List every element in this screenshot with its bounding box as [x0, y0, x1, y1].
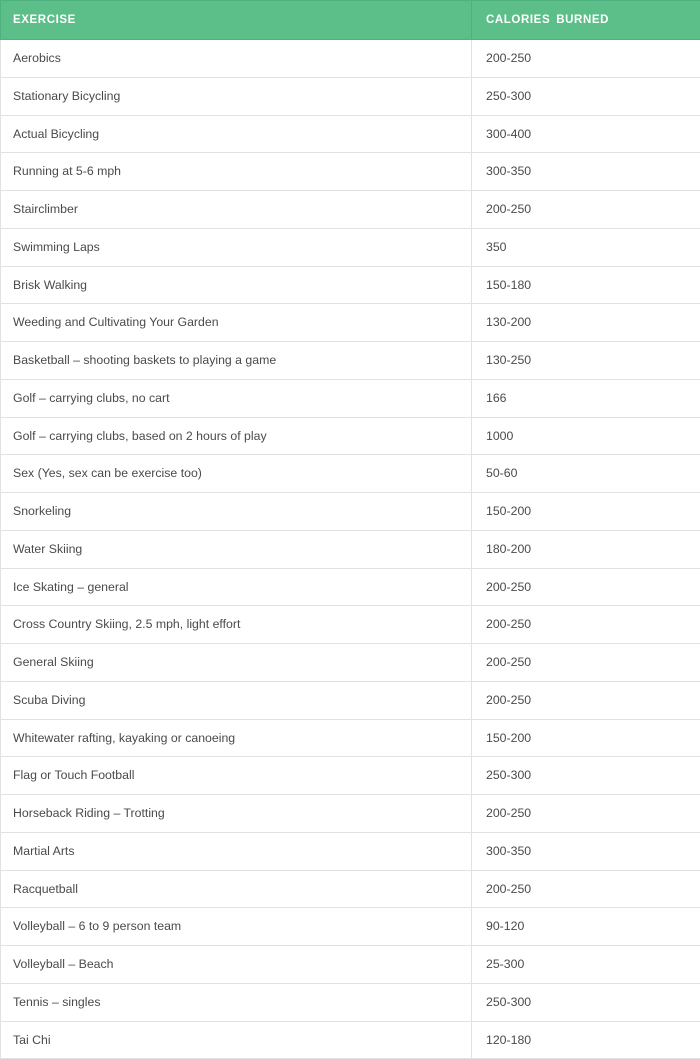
table-row: [1, 304, 700, 342]
cell-calories-burned: 250-300: [472, 77, 700, 115]
table-row: [1, 417, 700, 455]
column-header-calories-burned: [472, 1, 700, 40]
cell-exercise: Cross Country Skiing, 2.5 mph, light effort: [1, 606, 472, 644]
cell-exercise: Ice Skating – general: [1, 568, 472, 606]
cell-exercise: Horseback Riding – Trotting: [1, 795, 472, 833]
cell-calories-burned: 200-250: [472, 795, 700, 833]
cell-calories-burned: 25-300: [472, 946, 700, 984]
cell-exercise: Brisk Walking: [1, 266, 472, 304]
cell-exercise: Golf – carrying clubs, no cart: [1, 379, 472, 417]
column-header-burned-label: BURNED: [556, 14, 609, 26]
table-header: [1, 1, 700, 40]
cell-exercise: Golf – carrying clubs, based on 2 hours of play: [1, 417, 472, 455]
cell-calories-burned: 300-350: [472, 832, 700, 870]
cell-calories-burned: 200-250: [472, 681, 700, 719]
cell-calories-burned: 200-250: [472, 606, 700, 644]
cell-calories-burned: 200-250: [472, 40, 700, 78]
cell-exercise: Swimming Laps: [1, 228, 472, 266]
table-row: [1, 530, 700, 568]
cell-exercise: Actual Bicycling: [1, 115, 472, 153]
table-row: [1, 379, 700, 417]
cell-calories-burned: 90-120: [472, 908, 700, 946]
cell-calories-burned: 200-250: [472, 191, 700, 229]
column-header-exercise-label: EXERCISE: [13, 14, 76, 26]
column-header-calories-label: CALORIES: [486, 14, 550, 26]
table-row: [1, 757, 700, 795]
cell-exercise: Snorkeling: [1, 493, 472, 531]
table-header-row: [1, 1, 700, 40]
table-row: [1, 606, 700, 644]
cell-exercise: Basketball – shooting baskets to playing a game: [1, 342, 472, 380]
cell-exercise: Volleyball – Beach: [1, 946, 472, 984]
cell-calories-burned: 180-200: [472, 530, 700, 568]
cell-calories-burned: 300-400: [472, 115, 700, 153]
table-row: [1, 493, 700, 531]
cell-exercise: Martial Arts: [1, 832, 472, 870]
cell-exercise: Flag or Touch Football: [1, 757, 472, 795]
table-row: [1, 946, 700, 984]
cell-exercise: Tennis – singles: [1, 983, 472, 1021]
table-row: [1, 719, 700, 757]
table-row: [1, 40, 700, 78]
cell-calories-burned: 1000: [472, 417, 700, 455]
table-row: [1, 342, 700, 380]
column-header-exercise: [1, 1, 472, 40]
cell-calories-burned: 120-180: [472, 1021, 700, 1059]
table-row: [1, 1021, 700, 1059]
table-row: [1, 228, 700, 266]
table-row: [1, 568, 700, 606]
cell-exercise: Stairclimber: [1, 191, 472, 229]
cell-calories-burned: 250-300: [472, 983, 700, 1021]
cell-exercise: Volleyball – 6 to 9 person team: [1, 908, 472, 946]
cell-exercise: Scuba Diving: [1, 681, 472, 719]
cell-calories-burned: 200-250: [472, 568, 700, 606]
cell-calories-burned: 150-200: [472, 493, 700, 531]
table-row: [1, 795, 700, 833]
cell-calories-burned: 250-300: [472, 757, 700, 795]
cell-exercise: General Skiing: [1, 644, 472, 682]
cell-exercise: Water Skiing: [1, 530, 472, 568]
table-row: [1, 455, 700, 493]
cell-calories-burned: 150-180: [472, 266, 700, 304]
table-row: [1, 115, 700, 153]
table-row: [1, 191, 700, 229]
cell-exercise: Tai Chi: [1, 1021, 472, 1059]
table-row: [1, 644, 700, 682]
cell-exercise: Racquetball: [1, 870, 472, 908]
cell-exercise: Running at 5-6 mph: [1, 153, 472, 191]
cell-exercise: Sex (Yes, sex can be exercise too): [1, 455, 472, 493]
cell-calories-burned: 130-200: [472, 304, 700, 342]
cell-calories-burned: 300-350: [472, 153, 700, 191]
cell-calories-burned: 130-250: [472, 342, 700, 380]
cell-calories-burned: 166: [472, 379, 700, 417]
cell-calories-burned: 200-250: [472, 644, 700, 682]
table-row: [1, 832, 700, 870]
cell-calories-burned: 50-60: [472, 455, 700, 493]
table-row: [1, 908, 700, 946]
cell-exercise: Weeding and Cultivating Your Garden: [1, 304, 472, 342]
cell-exercise: Aerobics: [1, 40, 472, 78]
table-row: [1, 870, 700, 908]
table-row: [1, 681, 700, 719]
table-row: [1, 153, 700, 191]
table-body: [1, 40, 700, 1059]
cell-exercise: Whitewater rafting, kayaking or canoeing: [1, 719, 472, 757]
cell-calories-burned: 150-200: [472, 719, 700, 757]
table-row: [1, 266, 700, 304]
cell-exercise: Stationary Bicycling: [1, 77, 472, 115]
cell-calories-burned: 200-250: [472, 870, 700, 908]
table-row: [1, 77, 700, 115]
cell-calories-burned: 350: [472, 228, 700, 266]
table-row: [1, 983, 700, 1021]
